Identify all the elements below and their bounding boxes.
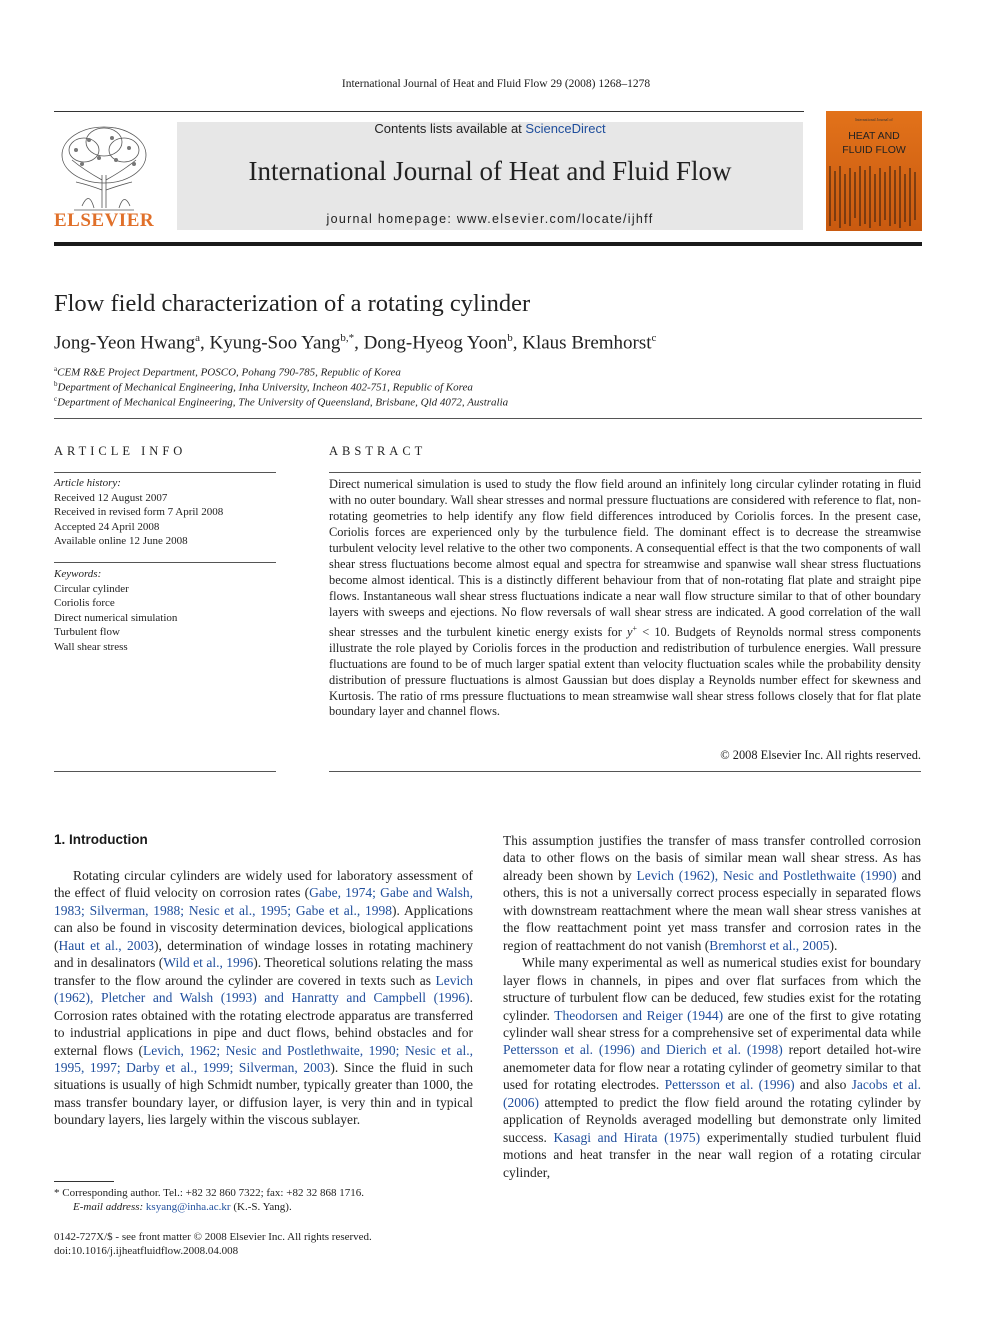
- body-text: ), determination of windage losses in rotating machinery and in desalinators (: [54, 937, 474, 971]
- author-list: Jong-Yeon Hwang$^a$, Kyung-Soo Yang$^{b,*}$, Dong-Hyeog Yoon$^b$, Klaus Bremhorst$^c$: [54, 332, 657, 354]
- journal-cover-thumbnail: International Journal of HEAT AND FLUID FLOW: [826, 111, 922, 231]
- citation-link[interactable]: Bremhorst et al., 2005: [709, 937, 830, 953]
- contents-line: Contents lists available at ScienceDirect: [374, 121, 606, 136]
- citation-link[interactable]: Pettersson et al. (1996): [664, 1077, 795, 1093]
- affiliation: $^a$CEM R&E Project Department, POSCO, Pohang 790-785, Republic of Korea: [54, 365, 401, 379]
- citation-link[interactable]: Haut et al., 2003: [58, 937, 155, 953]
- author-name: Dong-Hyeog Yoon: [363, 332, 508, 354]
- citation-link[interactable]: Levich, 1962; Nesic and Postlethwaite, 1990; Nesic et al., 1995, 1997; Darby et al., 1999; Silverman, 2003: [54, 1042, 473, 1075]
- sciencedirect-link[interactable]: ScienceDirect: [525, 121, 606, 136]
- body-text: and also: [794, 1077, 852, 1093]
- body-paragraph: [503, 832, 921, 954]
- keywords: Keywords: Circular cylinder Coriolis force Direct numerical simulation Turbulent flow Wall shear stress: [54, 568, 178, 653]
- email-note: E-mail address: ksyang@inha.ac.kr (K.-S. Yang).: [73, 1201, 292, 1213]
- issn-line: 0142-727X/$ - see front matter © 2008 Elsevier Inc. All rights reserved.: [54, 1231, 372, 1243]
- body-text: ). Since the fluid in such situations is usually of high Schmidt number, typically greater than 1000, the mass transfer boundary layer, or diffusion layer, is very thin and in typical boundary layers, lies largely within the viscous sublayer.: [54, 1059, 473, 1128]
- citation-link[interactable]: Wild et al., 1996: [163, 955, 254, 971]
- citation-link[interactable]: Jacobs et al. (2006): [503, 1077, 921, 1110]
- body-text: and others, this is not a universally correct process especially in separated flows with downstream reattachment where the mean wall shear stress vanishes at the flow reattachment point yet mass transfer and corrosion rates in the region of reattachment do not vanish (: [503, 867, 921, 953]
- citation-link[interactable]: Kasagi and Hirata (1975): [553, 1129, 701, 1145]
- right-column: [503, 832, 921, 1181]
- body-text: Rotating circular cylinders are widely used for laboratory assessment of the effect of fluid velocity on corrosion rates (: [54, 868, 473, 901]
- citation-link[interactable]: Theodorsen and Reiger (1944): [554, 1007, 724, 1023]
- section-heading: 1. Introduction: [54, 832, 148, 847]
- header-thick-rule: [54, 242, 922, 246]
- email-link[interactable]: ksyang@inha.ac.kr: [145, 1201, 231, 1213]
- citation-link[interactable]: Pettersson et al. (1996) and Dierich et al. (1998): [503, 1042, 783, 1058]
- citation-link[interactable]: Levich (1962), Nesic and Postlethwaite (1990): [636, 867, 897, 883]
- body-text: While many experimental as well as numerical studies exist for boundary layer flows in channels, in pipes and over flat surfaces from which the structure of turbulent flow can be deduced, few studies exist for the rotating cylinder.: [503, 955, 921, 1023]
- abstract-text: Direct numerical simulation is used to study the flow field around an infinitely long circular cylinder rotating in fluid with no outer boundary. Wall shear stresses and normal pressure fluctuations are considered with reference to flat, non-rotating geometries to help identify any flow field differences introduced by Coriolis forces. In the present case, Coriolis forces are experienced only by the turbulence field. The dominant effect is to decrease the streamwise turbulent velocity level relative to the other two components. A consequential effect is that the two components of wall shear stress fluctuations become almost equal and spectra for streamwise and spanwise wall shear stress fluctuations become almost identical. This is a distinctly different behaviour from that of non-rotating flat plate and straight pipe flows. Instantaneous wall shear stress fluctuations indicate a near wall flow structure similar to that of other boundary layers with sweeps and ejections. No flow reversals of wall shear stress are indicated. A good correlation of the wall shear stresses and the turbulent kinetic energy exists for y+ < 10. Budgets of Reynolds normal stress components illustrate the role played by Coriolis forces in the production and redistribution of turbulence energies. Wall pressure fluctuations are found to be of much larger spatial extent than velocity fluctuation scales while the probability density distribution of pressure fluctuations is almost Gaussian but does display a Reynolds number effect for skewness and Kurtosis. The ratio of rms pressure fluctuations to mean streamwise wall shear stress follows closely that for flat plate boundary layer and channel flows.: [329, 477, 922, 719]
- affiliation: $^b$Department of Mechanical Engineering, Inha University, Incheon 402-751, Republic of Korea: [54, 380, 473, 394]
- header-rule: [54, 111, 804, 112]
- doi-line[interactable]: doi:10.1016/j.ijheatfluidflow.2008.04.008: [54, 1245, 239, 1257]
- author-name: Jong-Yeon Hwang: [54, 332, 196, 354]
- divider: [329, 771, 921, 772]
- divider: [54, 771, 276, 772]
- body-text: report detailed hot-wire anemometer data for flow near a rotating cylinder of geometry similar to that used for rotating electrodes.: [503, 1042, 921, 1093]
- article-info-heading: ARTICLE INFO: [54, 444, 187, 458]
- body-text: attempted to predict the flow field around the rotating cylinder by application of Reynolds averaged modelling but demonstrate only limited success.: [503, 1094, 921, 1145]
- copyright-notice: © 2008 Elsevier Inc. All rights reserved.: [720, 748, 921, 762]
- footnote-rule: [54, 1181, 114, 1182]
- title-divider: [54, 418, 922, 419]
- citation-link[interactable]: Levich (1962), Pletcher and Walsh (1993) and Hanratty and Campbell (1996): [54, 972, 473, 1006]
- divider: [54, 562, 276, 563]
- corresponding-author-note: * Corresponding author. Tel.: +82 32 860 7322; fax: +82 32 868 1716.: [54, 1187, 364, 1199]
- citation-link[interactable]: Gabe, 1974; Gabe and Walsh, 1983; Silverman, 1988; Nesic et al., 1995; Gabe et al., 1998: [54, 885, 473, 918]
- article-title: Flow field characterization of a rotating cylinder: [54, 290, 531, 317]
- publisher-wordmark: ELSEVIER: [54, 210, 155, 231]
- body-paragraph: [503, 954, 921, 1181]
- article-history: Article history: Received 12 August 2007 Received in revised form 7 April 2008 Accepted 24 April 2008 Available online 12 June 2008: [54, 477, 224, 547]
- affiliation: $^c$Department of Mechanical Engineering, The University of Queensland, Brisbane, Qld 4072, Australia: [54, 395, 509, 409]
- divider: [329, 472, 921, 473]
- author-name: Kyung-Soo Yang: [209, 332, 341, 354]
- body-text: ). Theoretical solutions relating the mass transfer to the flow around the cylinder are covered in texts such as: [54, 955, 473, 988]
- body-text: This assumption justifies the transfer of mass transfer controlled corrosion data to other flows on the basis of similar mean wall shear stress. As has already been shown by: [503, 833, 921, 883]
- author-name: Klaus Bremhorst: [522, 332, 652, 354]
- divider: [54, 472, 276, 473]
- abstract-heading: ABSTRACT: [329, 444, 427, 458]
- body-text: are one of the first to give rotating cylinder wall shear stress for a comprehensive set of experimental data while: [503, 1007, 921, 1040]
- body-text: . Corrosion rates obtained with the rotating electrode apparatus are transferred to industrial applications in pipe and duct flows, behind obstacles and for external flows (: [54, 990, 473, 1058]
- body-text: experimentally studied turbulent fluid motions and heat transfer in the near wall region of a rotating circular cylinder,: [503, 1129, 921, 1180]
- body-text: ).: [829, 937, 838, 953]
- body-paragraph: [54, 867, 473, 1129]
- journal-citation: International Journal of Heat and Fluid Flow 29 (2008) 1268–1278: [341, 78, 651, 90]
- body-text: ). Applications can also be found in viscosity determination devices, biological applications (: [54, 902, 473, 953]
- journal-name: International Journal of Heat and Fluid Flow: [248, 156, 732, 186]
- journal-homepage[interactable]: journal homepage: www.elsevier.com/locate/ijhff: [326, 212, 654, 226]
- left-column: [54, 867, 473, 1129]
